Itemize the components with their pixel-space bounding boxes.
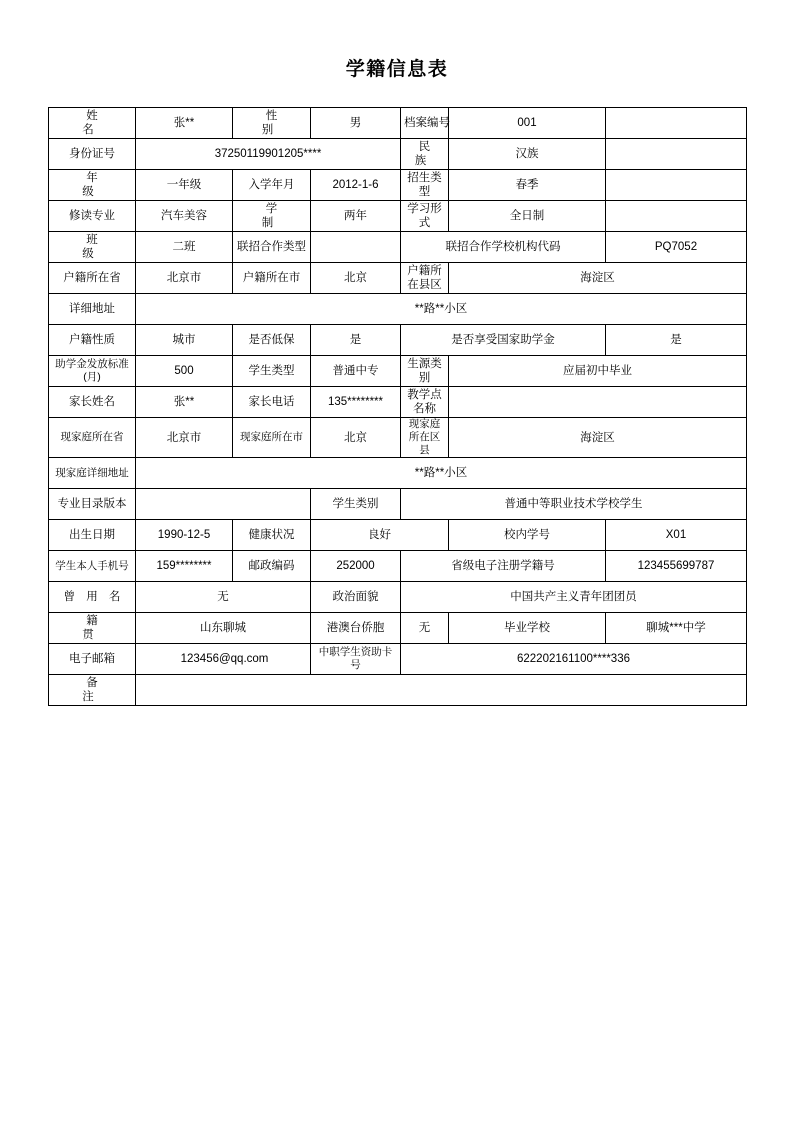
value-joint-cooperation-type	[311, 232, 401, 263]
table-row	[49, 263, 747, 294]
value-low-income: 是	[311, 325, 401, 356]
value-grant-standard: 500	[136, 356, 233, 387]
label-aid-card-number: 中职学生资助卡号	[311, 644, 401, 675]
label-name: 姓 名	[49, 108, 136, 139]
table-row	[49, 582, 747, 613]
label-hukou-nature: 户籍性质	[49, 325, 136, 356]
table-row	[49, 108, 747, 139]
label-home-province: 现家庭所在省	[49, 418, 136, 458]
label-detail-address: 详细地址	[49, 294, 136, 325]
table-row	[49, 201, 747, 232]
label-former-name: 曾 用 名	[49, 582, 136, 613]
label-admission-type: 招生类型	[401, 170, 449, 201]
value-former-name: 无	[136, 582, 311, 613]
value-source-category: 应届初中毕业	[449, 356, 747, 387]
value-parent-phone: 135********	[311, 387, 401, 418]
table-row	[49, 387, 747, 418]
label-overseas-compatriot: 港澳台侨胞	[311, 613, 401, 644]
value-student-category: 普通中等职业技术学校学生	[401, 489, 747, 520]
value-file-no: 001	[449, 108, 606, 139]
value-grade: 一年级	[136, 170, 233, 201]
label-province-registration-no: 省级电子注册学籍号	[401, 551, 606, 582]
value-aid-card-number: 622202161100****336	[401, 644, 747, 675]
label-native-place: 籍 贯	[49, 613, 136, 644]
row2-trailing-blank	[606, 139, 747, 170]
table-row	[49, 675, 747, 706]
value-hukou-nature: 城市	[136, 325, 233, 356]
row1-trailing-blank	[606, 108, 747, 139]
label-school-student-id: 校内学号	[449, 520, 606, 551]
label-school-system: 学 制	[233, 201, 311, 232]
label-id-number: 身份证号	[49, 139, 136, 170]
label-low-income: 是否低保	[233, 325, 311, 356]
value-national-grant: 是	[606, 325, 747, 356]
value-teaching-point	[449, 387, 747, 418]
table-row	[49, 458, 747, 489]
table-row	[49, 551, 747, 582]
value-home-county: 海淀区	[449, 418, 747, 458]
label-major: 修读专业	[49, 201, 136, 232]
label-gender: 性 别	[233, 108, 311, 139]
label-major-catalog-version: 专业目录版本	[49, 489, 136, 520]
value-major-catalog-version	[136, 489, 311, 520]
label-home-city: 现家庭所在市	[233, 418, 311, 458]
label-grant-standard: 助学金发放标准(月)	[49, 356, 136, 387]
label-teaching-point: 教学点名称	[401, 387, 449, 418]
label-ethnicity: 民 族	[401, 139, 449, 170]
value-birth-date: 1990-12-5	[136, 520, 233, 551]
label-grade: 年 级	[49, 170, 136, 201]
label-political-status: 政治面貌	[311, 582, 401, 613]
value-joint-school-code: PQ7052	[606, 232, 747, 263]
value-school-system: 两年	[311, 201, 401, 232]
label-class: 班 级	[49, 232, 136, 263]
value-hukou-city: 北京	[311, 263, 401, 294]
table-row	[49, 644, 747, 675]
table-row	[49, 325, 747, 356]
value-school-student-id: X01	[606, 520, 747, 551]
table-row	[49, 520, 747, 551]
label-enrollment-date: 入学年月	[233, 170, 311, 201]
value-native-place: 山东聊城	[136, 613, 311, 644]
label-hukou-province: 户籍所在省	[49, 263, 136, 294]
value-province-registration-no: 123455699787	[606, 551, 747, 582]
label-health-status: 健康状况	[233, 520, 311, 551]
row4-trailing-blank	[606, 201, 747, 232]
value-student-type: 普通中专	[311, 356, 401, 387]
value-name: 张**	[136, 108, 233, 139]
label-file-no-part: 档案编号	[401, 108, 449, 139]
table-row	[49, 139, 747, 170]
label-student-type: 学生类型	[233, 356, 311, 387]
label-student-category: 学生类别	[311, 489, 401, 520]
table-row	[49, 170, 747, 201]
value-hukou-county: 海淀区	[449, 263, 747, 294]
value-ethnicity: 汉族	[449, 139, 606, 170]
label-postal-code: 邮政编码	[233, 551, 311, 582]
table-row	[49, 232, 747, 263]
value-home-province: 北京市	[136, 418, 233, 458]
label-parent-name: 家长姓名	[49, 387, 136, 418]
label-study-form: 学习形式	[401, 201, 449, 232]
page-title: 学籍信息表	[345, 59, 449, 80]
value-hukou-province: 北京市	[136, 263, 233, 294]
value-overseas-compatriot: 无	[401, 613, 449, 644]
label-email: 电子邮箱	[49, 644, 136, 675]
label-student-phone: 学生本人手机号	[49, 551, 136, 582]
value-class: 二班	[136, 232, 233, 263]
value-gender: 男	[311, 108, 401, 139]
value-graduate-school: 聊城***中学	[606, 613, 747, 644]
label-source-category: 生源类别	[401, 356, 449, 387]
table-row	[49, 489, 747, 520]
value-student-phone: 159********	[136, 551, 233, 582]
value-remarks	[136, 675, 747, 706]
value-enrollment-date: 2012-1-6	[311, 170, 401, 201]
table-row	[49, 613, 747, 644]
label-home-county: 现家庭所在区县	[401, 418, 449, 458]
value-email: 123456@qq.com	[136, 644, 311, 675]
label-remarks: 备 注	[49, 675, 136, 706]
value-health-status: 良好	[311, 520, 449, 551]
table-row	[49, 418, 747, 458]
value-home-address: **路**小区	[136, 458, 747, 489]
value-study-form: 全日制	[449, 201, 606, 232]
value-political-status: 中国共产主义青年团团员	[401, 582, 747, 613]
label-national-grant: 是否享受国家助学金	[401, 325, 606, 356]
value-detail-address: **路**小区	[136, 294, 747, 325]
label-graduate-school: 毕业学校	[449, 613, 606, 644]
label-hukou-county: 户籍所在县区	[401, 263, 449, 294]
value-postal-code: 252000	[311, 551, 401, 582]
row3-trailing-blank	[606, 170, 747, 201]
label-joint-cooperation-type: 联招合作类型	[233, 232, 311, 263]
value-major: 汽车美容	[136, 201, 233, 232]
label-parent-phone: 家长电话	[233, 387, 311, 418]
value-parent-name: 张**	[136, 387, 233, 418]
value-admission-type: 春季	[449, 170, 606, 201]
table-row	[49, 294, 747, 325]
value-id-number: 37250119901205****	[136, 139, 401, 170]
table-row	[49, 356, 747, 387]
value-home-city: 北京	[311, 418, 401, 458]
label-birth-date: 出生日期	[49, 520, 136, 551]
label-home-address: 现家庭详细地址	[49, 458, 136, 489]
label-joint-school-code: 联招合作学校机构代码	[401, 232, 606, 263]
label-hukou-city: 户籍所在市	[233, 263, 311, 294]
student-record-form	[48, 107, 747, 706]
